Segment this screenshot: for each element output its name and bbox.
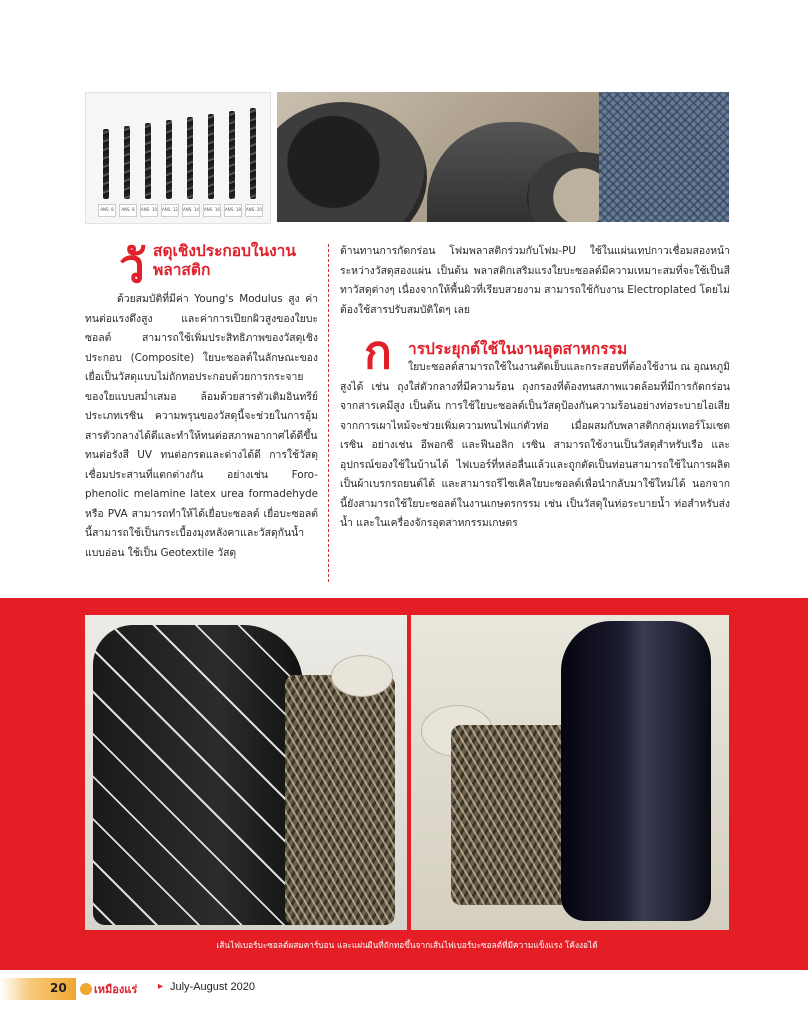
rebar-label: ANS. 20	[245, 204, 263, 217]
rebar-rod	[250, 108, 256, 199]
rebar-rod	[166, 120, 172, 199]
section1-body: ด้วยสมบัติที่มีค่า Young's Modulus สูง ค่าทนต่อแรงดึงสูง และค่าการเปียกผิวสูงของใยบะซอลต์ สามารถใช้เพิ่มประสิทธิภาพของวัสดุเชิงประกอบ (Composite) ใยบะซอลต์ในลักษณะของเยื่อเป็นวัสดุแบบไม่ถักทอประกอบด้วยการกระจายของใยแบบสม่ำเสมอ ล้อมด้วยสารตัวเติมอินทรีย์ประเภทเรซิน ความพรุนของวัสดุนี้จะช่วยในการอุ้มสารตัวกลางได้ดีและทำให้ทนต่อสภาพอากาศได้ดีขึ้น ทนต่อรังสี UV ทนต่อกรดและด่างได้ดี การใช้วัสดุเชื่อมประสานที่แตกต่างกัน อย่างเช่น Foro-phenolic melamine latex urea formadehyde หรือ PVA สามารถทำให้ได้เยื่อบะซอลต์ เยื่อบะซอลต์นี้สามารถใช้เป็นกระเบื้องมุงหลังคาและวัสดุกันน้ำแบบอ่อน ใช้เป็น Geotextile วัสดุ	[85, 293, 318, 559]
basalt-sleeve-photo	[411, 615, 729, 930]
rebar-rod	[124, 126, 130, 199]
section1-dropcap: วั	[119, 239, 145, 293]
magazine-name: เหมืองแร่	[94, 983, 138, 996]
photo-caption: เส้นไฟเบอร์บะซอลต์ผสมคาร์บอน และแผ่นผืนที่ถักทอขึ้นจากเส้นไฟเบอร์บะซอลต์ที่มีความแข็งแรง โค้งงอได้	[216, 940, 598, 950]
logo-icon	[80, 983, 92, 995]
carbon-socket-photo	[85, 615, 407, 930]
rebar-label: ANS. 8	[98, 204, 116, 217]
carbon-socket	[93, 625, 303, 925]
braided-sleeve-roll	[285, 675, 395, 925]
column-divider	[328, 244, 329, 582]
section1-heading	[85, 239, 318, 296]
rebar-label: ANS. 10	[140, 204, 158, 217]
rebar-rod	[229, 111, 235, 199]
arrow-icon: ▸	[158, 981, 164, 992]
rebar-label: ANS. 8	[119, 204, 137, 217]
page-number: 20	[50, 981, 67, 995]
rebar-label: ANS. 18	[224, 204, 242, 217]
rebar-rod	[145, 123, 151, 199]
section2-title: ารประยุกต์ใช้ในงานอุตสาหกรรม	[408, 340, 628, 358]
tube-shape	[277, 102, 427, 222]
basalt-tubes-photo	[277, 92, 729, 222]
rebar-rod	[187, 117, 193, 199]
carbon-socket	[561, 621, 711, 921]
rebar-label: ANS. 16	[203, 204, 221, 217]
section1-title: สดุเชิงประกอบในงาน พลาสติก	[153, 242, 296, 279]
rebar-label: ANS. 14	[182, 204, 200, 217]
section1-continued: ต้านทานการกัดกร่อน โฟมพลาสติกร่วมกับโฟม-PU ใช้ในแผ่นเทปกาวเชื่อมสองหน้าระหว่างวัสดุสองแผ่น เป็นต้น พลาสติกเสริมแรงใยบะซอลต์มีความเหมาะสมที่จะใช้เป็นสีทาวัสดุต่างๆ เนื่องจากให้พื้นผิวที่เรียบสวยงาม สามารถใช้กับงาน Electroplated โดยไม่ต้องใช้สารปรับสมบัติใดๆ เลย	[340, 245, 730, 316]
left-column	[85, 239, 318, 563]
magazine-logo	[80, 980, 137, 998]
spool	[331, 655, 393, 697]
basalt-mesh-sheet	[599, 92, 729, 222]
rebar-rod	[208, 114, 214, 199]
issue-date: July-August 2020	[170, 981, 255, 993]
section2-dropcap: ก	[364, 325, 392, 379]
section2-body: ใยบะซอลต์สามารถใช้ในงานตัดเย็บและกระสอบที่ต้องใช้งาน ณ อุณหภูมิสูงได้ เช่น ถุงใส่ตัวกลางที่มีความร้อน ถุงกรองที่ต้องทนสภาพแวดล้อมที่มีการกัดกร่อนจากสารเคมีสูง เป็นต้น การใช้ใยบะซอลต์เป็นวัสดุป้องกันความร้อนอย่างท่อระบายไอเสียจากการเผาไหม้จะช่วยเพิ่มความทนไฟแก่ตัวท่อ เมื่อผสมกับพลาสติกกลุ่มเทอร์โมเซต เรซิน อย่างเช่น อีพอกซี และฟีนอลิก เรซิน สามารถใช้งานเป็นวัสดุสำหรับเรือ และอุปกรณ์ของใช้ในบ้านได้ ไฟเบอร์ที่หล่อลื่นแล้วและถูกตัดเป็นท่อนสามารถใช้ในการผลิตเป็นผ้าเบรกรถยนต์ได้ และสามารถรีไซเคิลใยบะซอลต์เพื่อนำกลับมาใช้ใหม่ได้ นอกจากนี้ยังสามารถใช้ใยบะซอลต์ในงานเกษตรกรรม เช่น เป็นวัสดุในท่อระบายน้ำ ท่อสำหรับส่งน้ำ และในเครื่องจักรอุตสาหกรรมเกษตร	[340, 361, 730, 529]
rebar-rod	[103, 129, 109, 199]
right-column	[340, 242, 730, 534]
section2-heading	[340, 325, 730, 379]
rebar-label: ANS. 12	[161, 204, 179, 217]
rebar-photo	[85, 92, 271, 224]
